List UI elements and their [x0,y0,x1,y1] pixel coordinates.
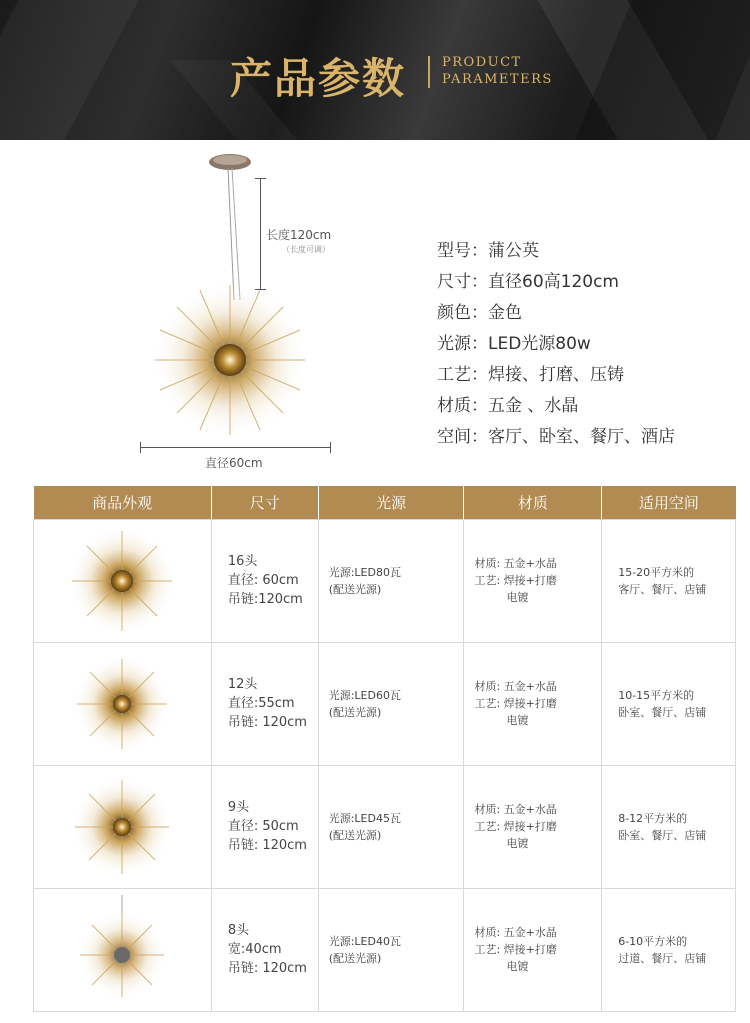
size-cell [211,519,318,642]
space-line: 卧室、餐厅、店铺 [618,705,707,719]
spec-row [437,236,675,267]
length-dimension-line [260,178,261,290]
material-line: 工艺: 焊接+打磨 [474,820,557,833]
product-thumbnail-cell [34,519,212,642]
size-line: 吊链: 120cm [227,715,307,730]
diameter-dimension-cap [140,442,141,453]
chandelier-thumbnail [72,895,172,1005]
spec-key: 材质： [437,396,488,416]
size-line: 8头 [227,923,250,938]
table-header-row [34,486,736,519]
spec-list [437,236,675,453]
size-line: 直径:55cm [227,696,295,711]
column-header: 材质 [464,486,602,519]
spec-value: 五金 、水晶 [488,396,579,416]
chandelier-thumbnail [64,523,180,639]
material-line: 工艺: 焊接+打磨 [474,697,557,710]
length-note: （长度可调） [282,245,330,254]
banner-english-title [442,54,553,88]
spec-value: 焊接、打磨、压铸 [488,365,624,385]
spec-value: 金色 [488,303,522,323]
material-line: 电镀 [506,591,529,604]
material-line: 电镀 [506,714,529,727]
spec-key: 光源： [437,334,488,354]
light-source-cell [318,519,464,642]
spec-key: 颜色： [437,303,488,323]
material-line: 工艺: 焊接+打磨 [474,943,557,956]
spec-key: 工艺： [437,365,488,385]
size-line: 宽:40cm [227,942,282,957]
chandelier-thumbnail [67,649,177,759]
spec-row [437,267,675,298]
chandelier-thumbnail [67,772,177,882]
table-row [34,888,736,1011]
spec-value: LED光源80w [488,334,591,354]
space-line: 8-12平方米的 [618,811,688,825]
size-line: 9头 [227,800,250,815]
banner-divider [428,56,430,88]
product-thumbnail-cell [34,888,212,1011]
space-line: 过道、餐厅、店铺 [618,951,707,965]
column-header: 尺寸 [211,486,318,519]
column-header: 商品外观 [34,486,212,519]
spec-row [437,298,675,329]
column-header: 适用空间 [602,486,736,519]
table-row [34,765,736,888]
size-line: 直径: 50cm [227,819,299,834]
light-line: (配送光源) [328,828,382,842]
length-label: 长度120cm [266,228,332,242]
banner-title: 产品参数 [230,54,407,103]
size-line: 吊链: 120cm [227,838,307,853]
size-line: 直径: 60cm [227,573,299,588]
space-cell [602,888,736,1011]
table-row [34,642,736,765]
material-line: 电镀 [506,960,529,973]
size-line: 12头 [227,677,258,692]
product-thumbnail-cell [34,642,212,765]
spec-value: 蒲公英 [488,241,539,261]
spec-value: 客厅、卧室、餐厅、酒店 [488,427,675,447]
space-cell [602,519,736,642]
spec-value: 直径60高120cm [488,272,619,292]
light-line: (配送光源) [328,951,382,965]
diameter-dimension-cap [330,442,331,453]
diameter-label: 直径60cm [205,456,263,470]
material-cell [464,642,602,765]
space-line: 10-15平方米的 [618,688,695,702]
light-line: (配送光源) [328,582,382,596]
light-line: 光源:LED40瓦 [328,934,401,948]
light-line: (配送光源) [328,705,382,719]
spec-row [437,329,675,360]
size-cell [211,888,318,1011]
size-line: 吊链:120cm [227,592,303,607]
space-cell [602,642,736,765]
space-line: 6-10平方米的 [618,934,688,948]
light-line: 光源:LED80瓦 [328,565,401,579]
chandelier-image [130,150,360,480]
spec-row [437,391,675,422]
size-cell [211,642,318,765]
material-line: 材质: 五金+水晶 [474,680,557,693]
header-banner [0,0,750,140]
product-thumbnail-cell [34,765,212,888]
material-line: 材质: 五金+水晶 [474,803,557,816]
material-line: 工艺: 焊接+打磨 [474,574,557,587]
space-line: 15-20平方米的 [618,565,695,579]
material-line: 电镀 [506,837,529,850]
variant-table [33,486,736,1012]
size-line: 吊链: 120cm [227,961,307,976]
light-source-cell [318,642,464,765]
spec-key: 尺寸： [437,272,488,292]
size-cell [211,765,318,888]
spec-row [437,422,675,453]
material-line: 材质: 五金+水晶 [474,557,557,570]
column-header: 光源 [318,486,464,519]
material-line: 材质: 五金+水晶 [474,926,557,939]
banner-english-line: PRODUCT [442,55,522,70]
banner-facet [0,0,160,140]
diameter-dimension-line [140,447,330,448]
space-line: 卧室、餐厅、店铺 [618,828,707,842]
length-dimension-cap [255,178,266,179]
spec-row [437,360,675,391]
light-line: 光源:LED45瓦 [328,811,401,825]
length-dimension-cap [255,289,266,290]
material-cell [464,519,602,642]
material-cell [464,765,602,888]
light-source-cell [318,888,464,1011]
light-source-cell [318,765,464,888]
material-cell [464,888,602,1011]
light-line: 光源:LED60瓦 [328,688,401,702]
spec-key: 型号： [437,241,488,261]
space-cell [602,765,736,888]
space-line: 客厅、餐厅、店铺 [618,582,707,596]
spec-key: 空间： [437,427,488,447]
table-row [34,519,736,642]
size-line: 16头 [227,554,258,569]
banner-english-line: PARAMETERS [442,72,553,87]
